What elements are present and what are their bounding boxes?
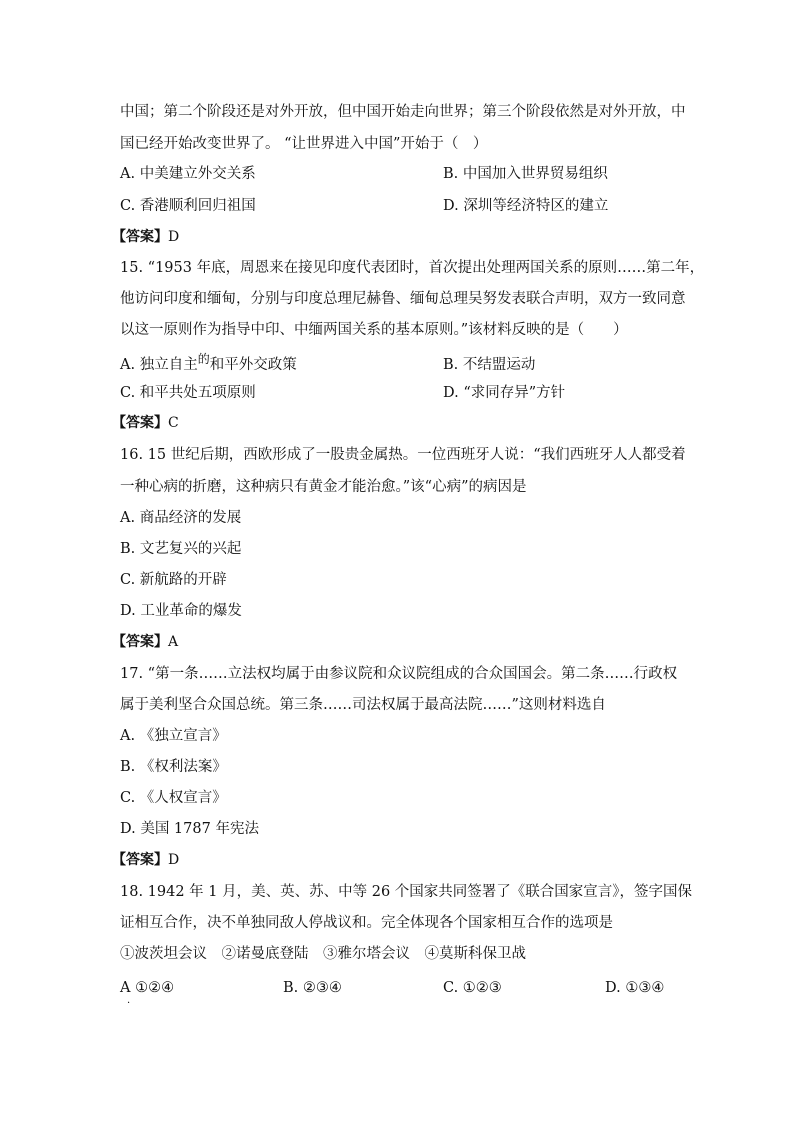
q15-option-a-post: 和平外交政策 [209,357,297,373]
q17-stem-line2: 属于美利坚合众国总统。第三条……司法权属于最高法院……”这则材料选自 [120,697,606,713]
q15-stem-line3: 以这一原则作为指导中印、中缅两国关系的基本原则。”该材料反映的是（ ） [120,322,628,338]
q16-option-b: B. 文艺复兴的兴起 [120,541,242,557]
answer-value: C [168,415,179,431]
answer-label: 【答案】 [112,229,168,245]
stray-dot: · [127,998,131,1009]
answer-label: 【答案】 [112,634,168,650]
answer-value: A [168,634,179,650]
q15-answer [112,413,179,433]
q17-option-a: A. 《独立宣言》 [120,728,227,744]
q15-option-c: C. 和平共处五项原则 [120,385,256,401]
q18-option-b: B. ②③④ [283,980,342,996]
q15-option-a-sup: 的 [197,352,210,366]
q16-option-d: D. 工业革命的爆发 [120,603,242,619]
q18-option-d: D. ①③④ [605,980,665,996]
answer-label: 【答案】 [112,415,168,431]
q14-answer [112,227,179,247]
q14-stem-line2: 国已经开始改变世界了。 “让世界进入中国”开始于（ ） [120,136,488,152]
answer-value: D [168,852,180,868]
q16-option-c: C. 新航路的开辟 [120,572,227,588]
q14-option-d: D. 深圳等经济特区的建立 [443,198,609,214]
q18-option-a: A ①②④ [120,980,175,996]
answer-value: D [168,229,180,245]
q18-stem-line2: 证相互合作，决不单独同敌人停战议和。完全体现各个国家相互合作的选项是 [120,915,613,931]
answer-label: 【答案】 [112,852,168,868]
q16-stem-line1: 16. 15 世纪后期，西欧形成了一股贵金属热。一位西班牙人说：“我们西班牙人人都受着 [120,447,686,463]
q15-option-a-pre: A. 独立自主 [120,357,198,373]
q17-option-d: D. 美国 1787 年宪法 [120,821,259,837]
q14-option-c: C. 香港顺利回归祖国 [120,198,256,214]
q15-stem-line1: 15. “1953 年底，周恩来在接见印度代表团时，首次提出处理两国关系的原则……第二年， [120,260,705,276]
q15-option-b: B. 不结盟运动 [443,357,536,373]
q17-answer [112,850,179,870]
q18-option-c: C. ①②③ [443,980,502,996]
q14-option-a: A. 中美建立外交关系 [120,166,256,182]
q16-option-a: A. 商品经济的发展 [120,510,242,526]
q17-stem-line1: 17. “第一条……立法权均属于由参议院和众议院组成的合众国国会。第二条……行政权 [120,666,678,682]
q18-stem-line1: 18. 1942 年 1 月，美、英、苏、中等 26 个国家共同签署了《联合国家宣言》，签字国保 [120,884,693,900]
q17-option-c: C. 《人权宣言》 [120,790,227,806]
q18-stem-line3: ①波茨坦会议 ②诺曼底登陆 ③雅尔塔会议 ④莫斯科保卫战 [120,946,526,962]
q15-option-d: D. “求同存异”方针 [443,385,566,401]
q17-option-b: B. 《权利法案》 [120,759,227,775]
q15-option-a [120,352,297,375]
q16-answer [112,632,178,652]
q14-option-b: B. 中国加入世界贸易组织 [443,166,608,182]
q16-stem-line2: 一种心病的折磨，这种病只有黄金才能治愈。”该“心病”的病因是 [120,479,527,495]
q15-stem-line2: 他访问印度和缅甸，分别与印度总理尼赫鲁、缅甸总理吴努发表联合声明，双方一致同意 [120,291,686,307]
q14-stem-line1: 中国；第二个阶段还是对外开放，但中国开始走向世界；第三个阶段依然是对外开放，中 [120,104,686,120]
